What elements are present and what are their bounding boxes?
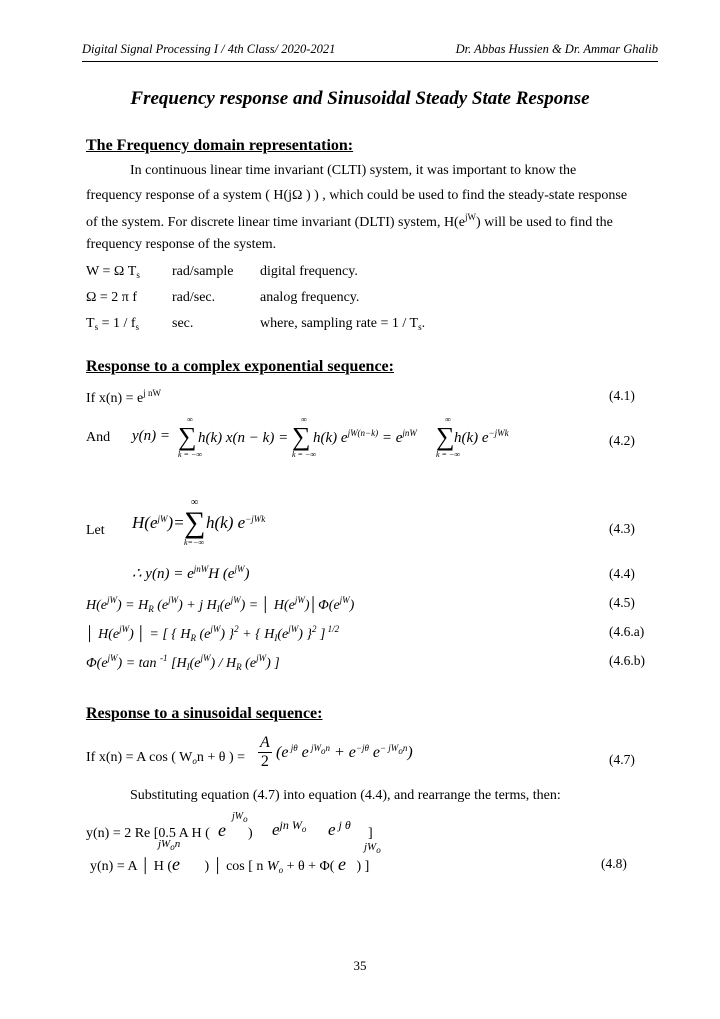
equation-4-6b: $\Phi(e^{jW}) = \tan ^{-1}$ [$H_I(e^{jW}) / H_R$ $(e^{jW})$ ] [86, 653, 280, 672]
equation-label: Let [86, 523, 105, 538]
equation-4-6a: │ $H(e^{jW})$ │ = [ { $H_R$ $(e^{jW}) \}^2$ + { $H_I(e^{jW})$ }$^2$ ] $^{1/2}$ [86, 624, 340, 643]
page-number: 35 [353, 958, 367, 973]
definition-unit: sec. [172, 316, 194, 331]
page-title: Frequency response and Sinusoidal Steady State Response [130, 88, 590, 109]
equation-4-2-term: h(k) $e^{jW(n-k)} = e^{jnW}$ [313, 428, 417, 446]
definition-symbol: W = Ω $T_s$ [86, 264, 140, 280]
closing-bracket: ] [368, 826, 373, 841]
equation-4-1: If $x(n) = e^{j nW}$ [86, 388, 162, 406]
equation-4-7-rhs: (e $^{j\theta}$ e $^{jW_on} + e^{-j\theta}$ $e^{- jW_on}$) [276, 743, 413, 761]
summation-symbol: ∞ ∑ k=−∞ [184, 497, 206, 547]
exponent-label: $jW_o$ [232, 811, 248, 824]
paragraph-line: Substituting equation (4.7) into equation (4.4), and rearrange the terms, then: [130, 788, 561, 803]
section-heading-sinusoidal: Response to a sinusoidal sequence: [86, 705, 323, 722]
equation-number: (4.2) [609, 433, 635, 448]
definition-description: digital frequency. [260, 264, 358, 279]
section-heading-frequency-domain: The Frequency domain representation: [86, 137, 354, 154]
equation-number: (4.1) [609, 388, 635, 403]
equation-4-5: $H(e^{jW}) = H_R$ $(e^{jW}) + j$ $H_I(e^{jW})$ = │ $H(e^{jW})│\Phi(e^{jW})$ [86, 595, 355, 614]
equation-number: (4.4) [609, 566, 635, 581]
exponential-term: $e^{jn W_o}$ [272, 818, 307, 839]
equation-number: (4.3) [609, 521, 635, 536]
equation-4-2-lhs: y(n) = [132, 428, 171, 444]
exponent-label: $jW_o$ [364, 841, 381, 855]
equation-number: (4.6.b) [609, 653, 645, 668]
summation-symbol: ∞ ∑ k = −∞ [436, 415, 461, 459]
exponential-base: e [218, 820, 226, 840]
running-header-left: Digital Signal Processing I / 4th Class/ 2020-2021 [82, 42, 336, 56]
definition-description: analog frequency. [260, 290, 360, 305]
paragraph-line: frequency response of the system. [86, 237, 277, 252]
header-rule [82, 61, 658, 62]
equation-4-2-term: h(k) $e^{-jWk}$ [454, 428, 509, 446]
equation-4-7: If x(n) = A cos ( $W_on + \theta$ ) = [86, 750, 246, 766]
equation-4-8: y(n) = A │ H (e ) │ cos [ n $W_o + \theta + \Phi$( e ) ] [90, 854, 370, 875]
paragraph-line: frequency response of a system ( H(jΩ ) ) , which could be used to find the steady-state response [86, 188, 628, 203]
closing-paren: ) [248, 826, 253, 841]
running-header-right: Dr. Abbas Hussien & Dr. Ammar Ghalib [455, 42, 658, 56]
definition-symbol: $T_s = 1 / f_s$ [86, 316, 140, 332]
equation-label: And [86, 430, 111, 445]
equation-y-real-part: y(n) = 2 Re [0.5 A H ( [86, 826, 210, 841]
equation-number: (4.5) [609, 595, 635, 610]
definition-unit: rad/sec. [172, 290, 216, 305]
equation-number: (4.6.a) [609, 624, 645, 639]
paragraph-line: of the system. For discrete linear time invariant (DLTI) system, $H(e^{jW})$ will be used to find the [86, 212, 613, 230]
equation-number: (4.7) [609, 752, 635, 767]
definition-symbol: Ω = 2 π f [86, 290, 138, 305]
definition-unit: rad/sample [172, 264, 234, 279]
exponential-term: e $^{j \theta}$ [328, 818, 351, 839]
summation-symbol: ∞ ∑ k = −∞ [292, 415, 317, 459]
equation-number: (4.8) [601, 856, 627, 871]
definition-description: where, sampling rate = $1 / T_s$. [260, 316, 426, 332]
exponent-label: $jW_on$ [158, 838, 181, 852]
paragraph-line: In continuous linear time invariant (CLTI) system, it was important to know the [130, 163, 577, 178]
section-heading-complex-exponential: Response to a complex exponential sequence: [86, 358, 394, 375]
equation-4-3-term: h(k) $e^{-jWk}$ [206, 513, 266, 532]
equation-4-4: ∴ $y(n) = e^{jnW}H$ $(e^{jW})$ [132, 564, 250, 582]
equation-4-2-term: h(k) x(n − k) = [198, 430, 289, 446]
summation-symbol: ∞ ∑ k = −∞ [178, 415, 203, 459]
equation-4-3-lhs: $H(e^{jW})=$ [132, 513, 185, 532]
fraction-a-over-2: $\frac{A}{2}$ [260, 734, 270, 770]
